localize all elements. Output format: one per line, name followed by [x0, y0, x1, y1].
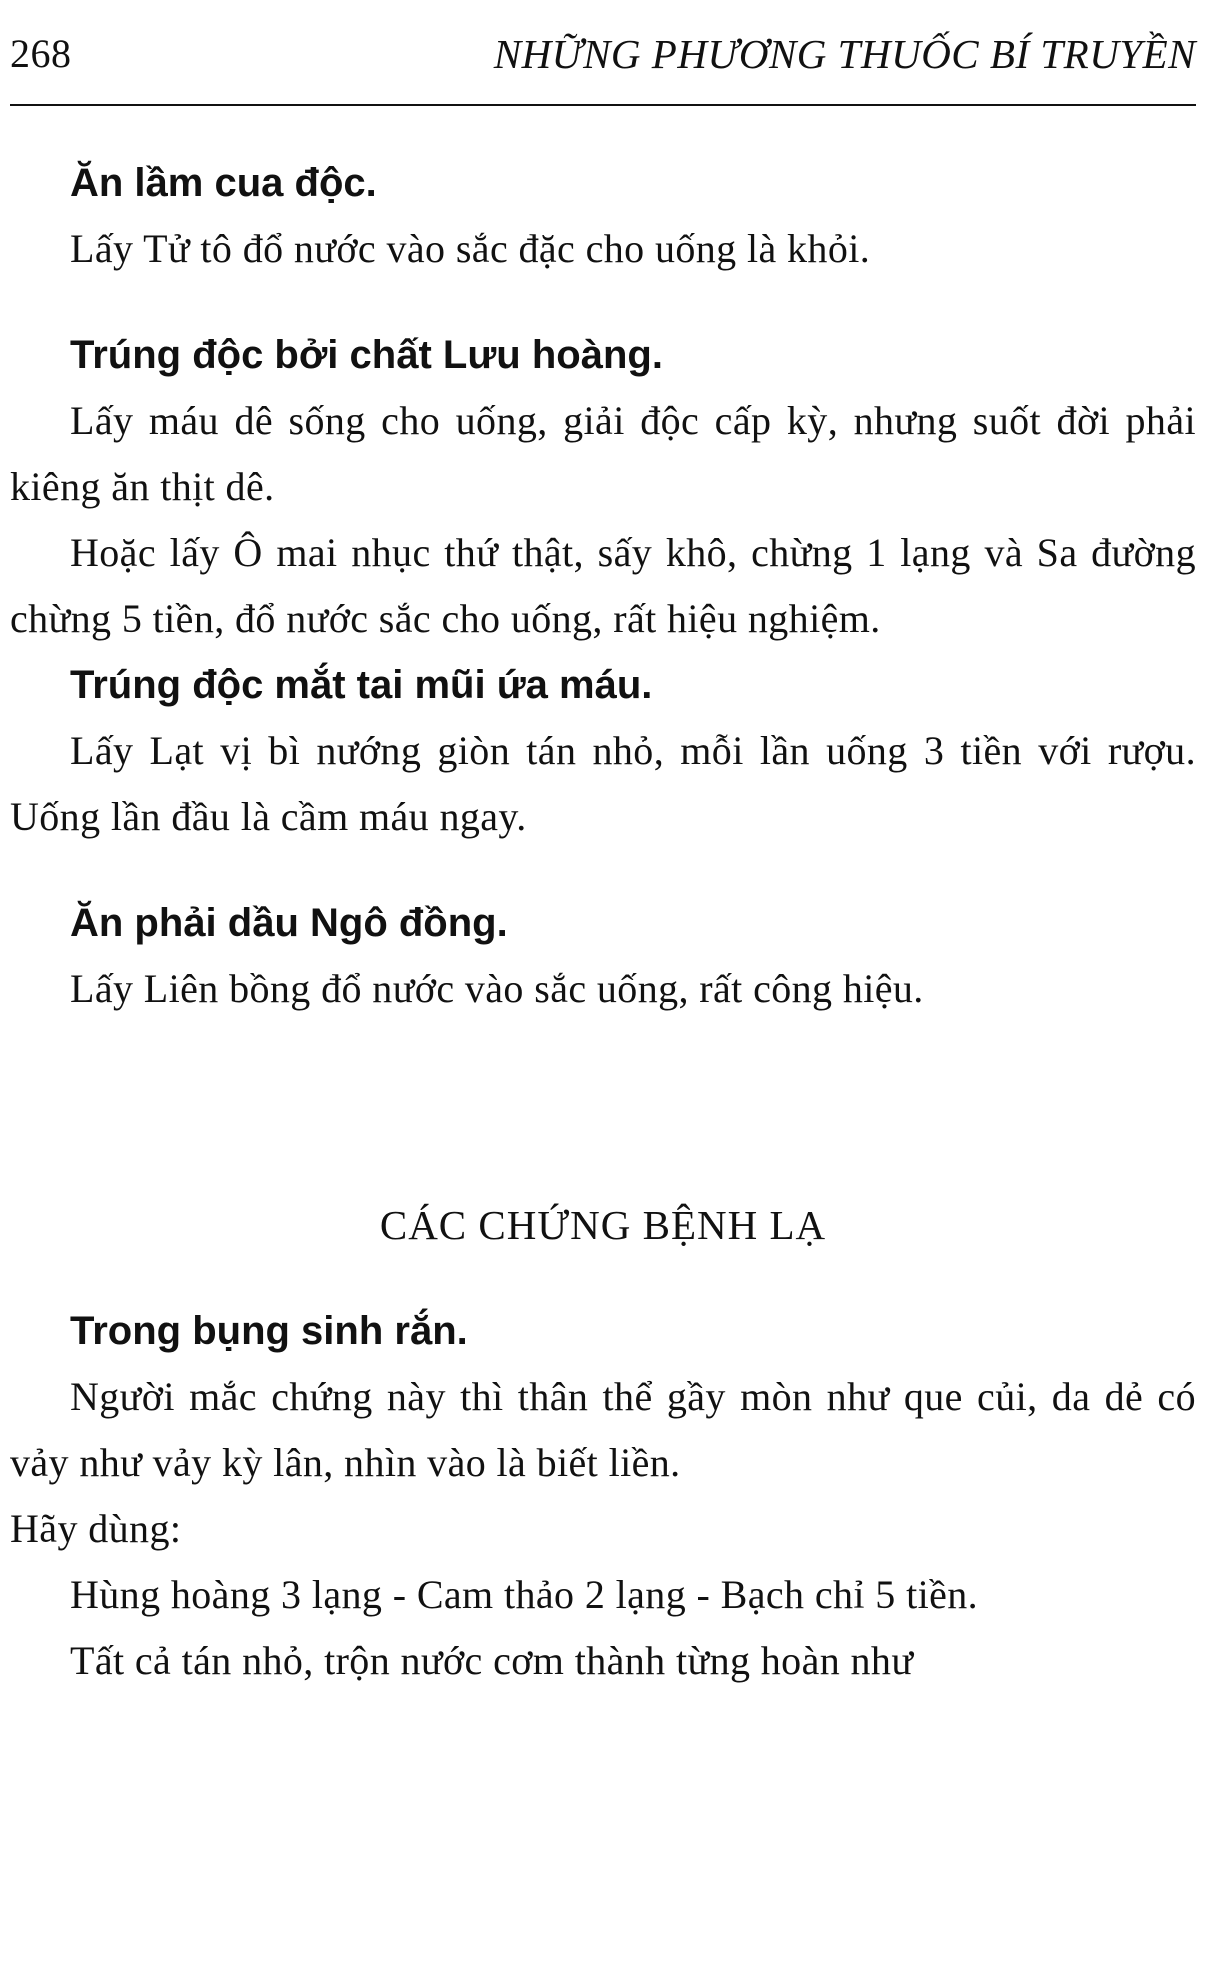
remedy-section — [10, 652, 1196, 850]
remedy-paragraph: Hoặc lấy Ô mai nhục thứ thật, sấy khô, chừng 1 lạng và Sa đường chừng 5 tiền, đổ nước sắc cho uống, rất hiệu nghiệm. — [10, 530, 1196, 641]
remedy-section — [10, 1298, 1196, 1694]
page-number: 268 — [10, 31, 72, 76]
remedy-paragraph: Hùng hoàng 3 lạng - Cam thảo 2 lạng - Bạch chỉ 5 tiền. — [70, 1572, 979, 1617]
section-spacer — [10, 850, 1196, 890]
chapter-spacer — [10, 1022, 1196, 1192]
remedy-paragraph: Lấy Lạt vị bì nướng giòn tán nhỏ, mỗi lần uống 3 tiền với rượu. Uống lần đầu là cầm máu ngay. — [10, 728, 1196, 839]
remedy-paragraph: Lấy Liên bồng đổ nước vào sắc uống, rất công hiệu. — [70, 966, 924, 1011]
remedy-section — [10, 890, 1196, 1022]
running-title: NHỮNG PHƯƠNG THUỐC BÍ TRUYỀN — [493, 31, 1196, 77]
remedy-section — [10, 322, 1196, 652]
page-header — [10, 22, 1196, 82]
remedy-paragraph: Lấy máu dê sống cho uống, giải độc cấp kỳ, nhưng suốt đời phải kiêng ăn thịt dê. — [10, 398, 1196, 509]
remedy-heading: Ăn lầm cua độc. — [70, 161, 377, 205]
remedy-heading: Trúng độc mắt tai mũi ứa máu. — [70, 663, 653, 707]
header-divider — [10, 104, 1196, 106]
remedy-heading: Ăn phải dầu Ngô đồng. — [70, 901, 508, 945]
remedy-paragraph: Người mắc chứng này thì thân thể gầy mòn như que củi, da dẻ có vảy như vảy kỳ lân, nhìn vào là biết liền. — [10, 1374, 1196, 1485]
page-body — [10, 150, 1196, 1694]
remedy-heading: Trúng độc bởi chất Lưu hoàng. — [70, 333, 663, 377]
remedy-heading: Trong bụng sinh rắn. — [70, 1309, 468, 1353]
remedy-paragraph: Lấy Tử tô đổ nước vào sắc đặc cho uống là khỏi. — [70, 226, 871, 271]
remedy-paragraph: Tất cả tán nhỏ, trộn nước cơm thành từng hoàn như — [70, 1638, 914, 1683]
section-spacer — [10, 1258, 1196, 1298]
remedy-section — [10, 150, 1196, 282]
section-spacer — [10, 282, 1196, 322]
remedy-paragraph: Hãy dùng: — [10, 1506, 182, 1551]
chapter-title: CÁC CHỨNG BỆNH LẠ — [379, 1202, 827, 1248]
